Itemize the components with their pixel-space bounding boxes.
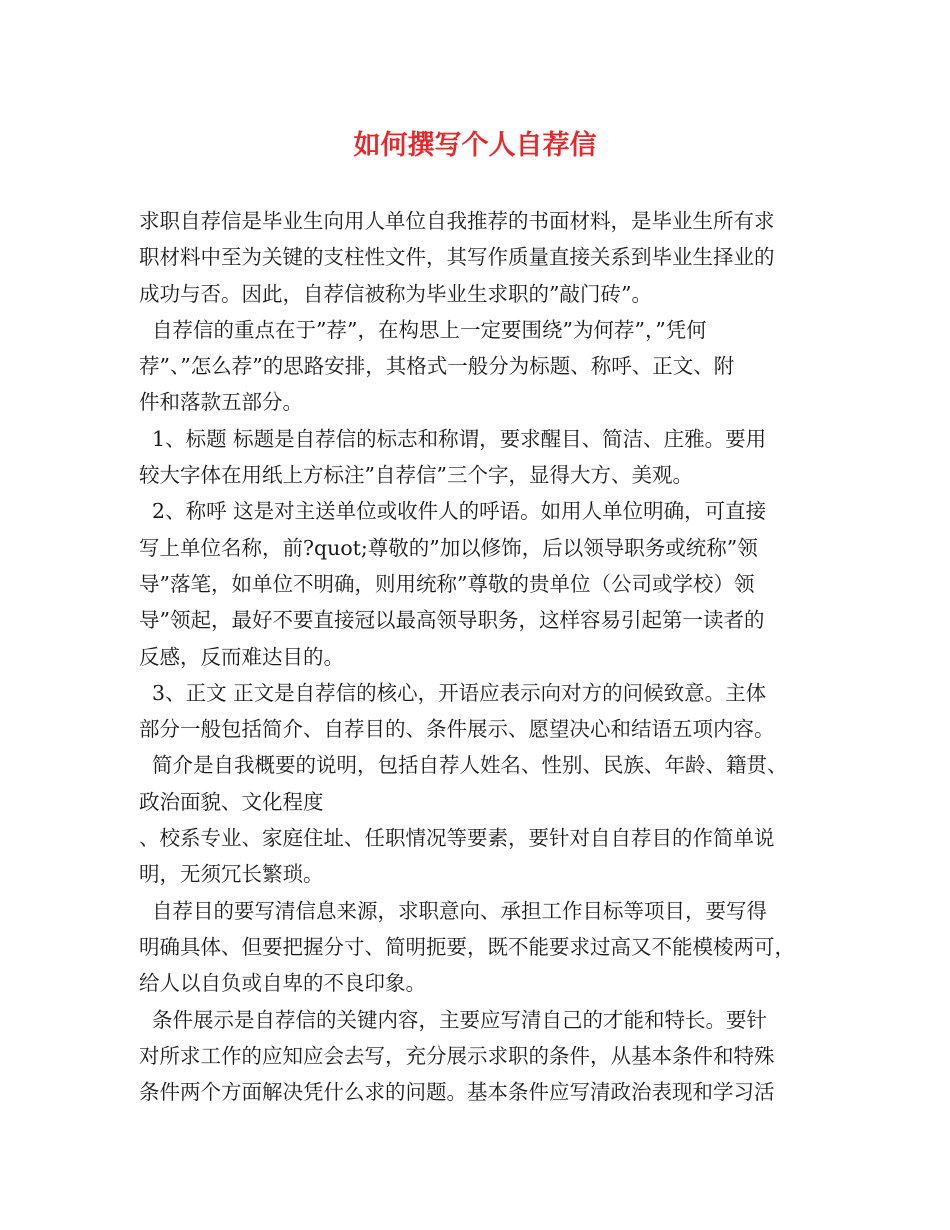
text-line: 较大字体在用纸上方标注”自荐信”三个字，显得大方、美观。 <box>139 463 693 488</box>
text-line: 条件两个方面解决凭什么求的问题。基本条件应写清政治表现和学习活 <box>139 1080 775 1105</box>
text-line: 、校系专业、家庭住址、任职情况等要素，要针对自自荐目的作简单说 <box>139 826 775 851</box>
text-line: 自荐信的重点在于”荐”，在构思上一定要围绕”为何荐”，”凭何 <box>139 317 707 342</box>
text-line: 对所求工作的应知应会去写，充分展示求职的条件，从基本条件和特殊 <box>139 1043 775 1068</box>
text-line: 政治面貌、文化程度 <box>139 789 324 814</box>
text-line: 求职自荐信是毕业生向用人单位自我推荐的书面材料，是毕业生所有求 <box>139 209 775 233</box>
text-line: 明，无须冗长繁琐。 <box>139 862 324 887</box>
text-line: 给人以自负或自卑的不良印象。 <box>139 971 426 996</box>
text-line: 成功与否。因此，自荐信被称为毕业生求职的”敲门砖”。 <box>139 281 652 306</box>
text-line: 明确具体、但要把握分寸、简明扼要，既不能要求过高又不能模棱两可， <box>139 934 795 959</box>
text-line: 写上单位名称，前?quot;尊敬的”加以修饰，后以领导职务或统称”领 <box>139 535 758 560</box>
text-line: 3、正文 正文是自荐信的核心，开语应表示向对方的问候致意。主体 <box>139 680 767 705</box>
document-body <box>139 203 819 1110</box>
text-line: 件和落款五部分。 <box>139 390 303 415</box>
text-line: 简介是自我概要的说明，包括自荐人姓名、性别、民族、年龄、籍贯、 <box>139 753 788 778</box>
document-title: 如何撰写个人自荐信 <box>353 130 597 161</box>
text-line: 2、称呼 这是对主送单位或收件人的呼语。如用人单位明确，可直接 <box>139 499 767 524</box>
text-line: 反感，反而难达目的。 <box>139 644 344 669</box>
text-line: 职材料中至为关键的支柱性文件，其写作质量直接关系到毕业生择业的 <box>139 245 775 270</box>
text-line: 荐”、”怎么荐”的思路安排，其格式一般分为标题、称呼、正文、附 <box>139 354 735 379</box>
text-line: 导”领起，最好不要直接冠以最高领导职务，这样容易引起第一读者的 <box>139 608 765 633</box>
text-line: 自荐目的要写清信息来源，求职意向、承担工作目标等项目，要写得 <box>139 898 768 923</box>
text-line: 部分一般包括简介、自荐目的、条件展示、愿望决心和结语五项内容。 <box>139 717 775 742</box>
text-line: 条件展示是自荐信的关键内容，主要应写清自己的才能和特长。要针 <box>139 1007 768 1032</box>
text-line: 导”落笔，如单位不明确，则用统称”尊敬的贵单位（公司或学校）领 <box>139 571 755 596</box>
text-line: 1、标题 标题是自荐信的标志和称谓，要求醒目、简洁、庄雅。要用 <box>139 426 767 451</box>
